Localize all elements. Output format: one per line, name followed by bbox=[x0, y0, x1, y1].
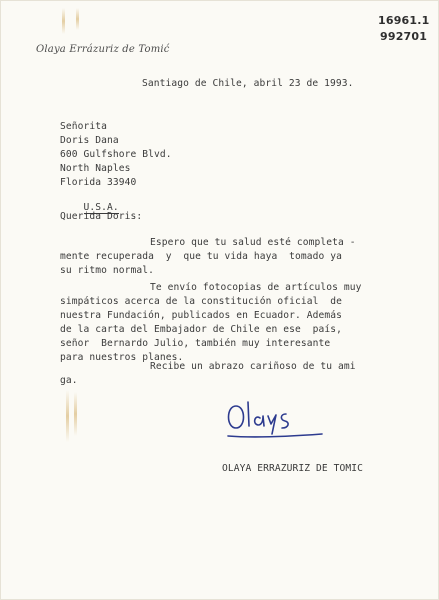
paper-stain-lower-right bbox=[74, 392, 77, 436]
paper-stain-left bbox=[62, 8, 65, 34]
paragraph-1-line-3: su ritmo normal. bbox=[60, 265, 155, 276]
paragraph-2-line-5: señor Bernardo Julio, también muy interesante bbox=[60, 338, 331, 349]
paragraph-3-line-1: Recibe un abrazo cariñoso de tu ami bbox=[150, 361, 356, 372]
recipient-line-4: North Naples bbox=[60, 163, 131, 174]
typed-signature: OLAYA ERRAZURIZ DE TOMIC bbox=[222, 463, 364, 474]
recipient-country: U.S.A. bbox=[83, 202, 119, 213]
archive-mark-1: 16961.1 bbox=[378, 14, 430, 27]
recipient-line-1: Señorita bbox=[60, 121, 108, 132]
recipient-line-2: Doris Dana bbox=[60, 135, 119, 146]
paragraph-2-line-2: simpáticos acerca de la constitución oficial de bbox=[60, 296, 343, 307]
date-line: Santiago de Chile, abril 23 de 1993. bbox=[142, 78, 354, 89]
letterhead-sender-name: Olaya Errázuriz de Tomić bbox=[36, 44, 170, 55]
archive-mark-2: 992701 bbox=[380, 30, 428, 43]
recipient-line-5: Florida 33940 bbox=[60, 177, 137, 188]
paragraph-2-line-4: de la carta del Embajador de Chile en ese país, bbox=[60, 324, 343, 335]
paragraph-2-line-1: Te envío fotocopias de artículos muy bbox=[150, 282, 362, 293]
recipient-line-3: 600 Gulfshore Blvd. bbox=[60, 149, 172, 160]
paper-stain-lower-left bbox=[66, 390, 69, 442]
salutation: Querida Doris: bbox=[60, 211, 143, 222]
paragraph-1-line-2: mente recuperada y que tu vida haya tomado ya bbox=[60, 251, 343, 262]
paragraph-2-line-6: para nuestros planes. bbox=[60, 352, 184, 363]
paragraph-2-line-3: nuestra Fundación, publicados en Ecuador. Además bbox=[60, 310, 343, 321]
handwritten-signature bbox=[222, 396, 332, 446]
paragraph-1-line-1: Espero que tu salud esté completa - bbox=[150, 237, 356, 248]
paragraph-3-line-2: ga. bbox=[60, 375, 78, 386]
paper-stain-right bbox=[76, 8, 79, 30]
